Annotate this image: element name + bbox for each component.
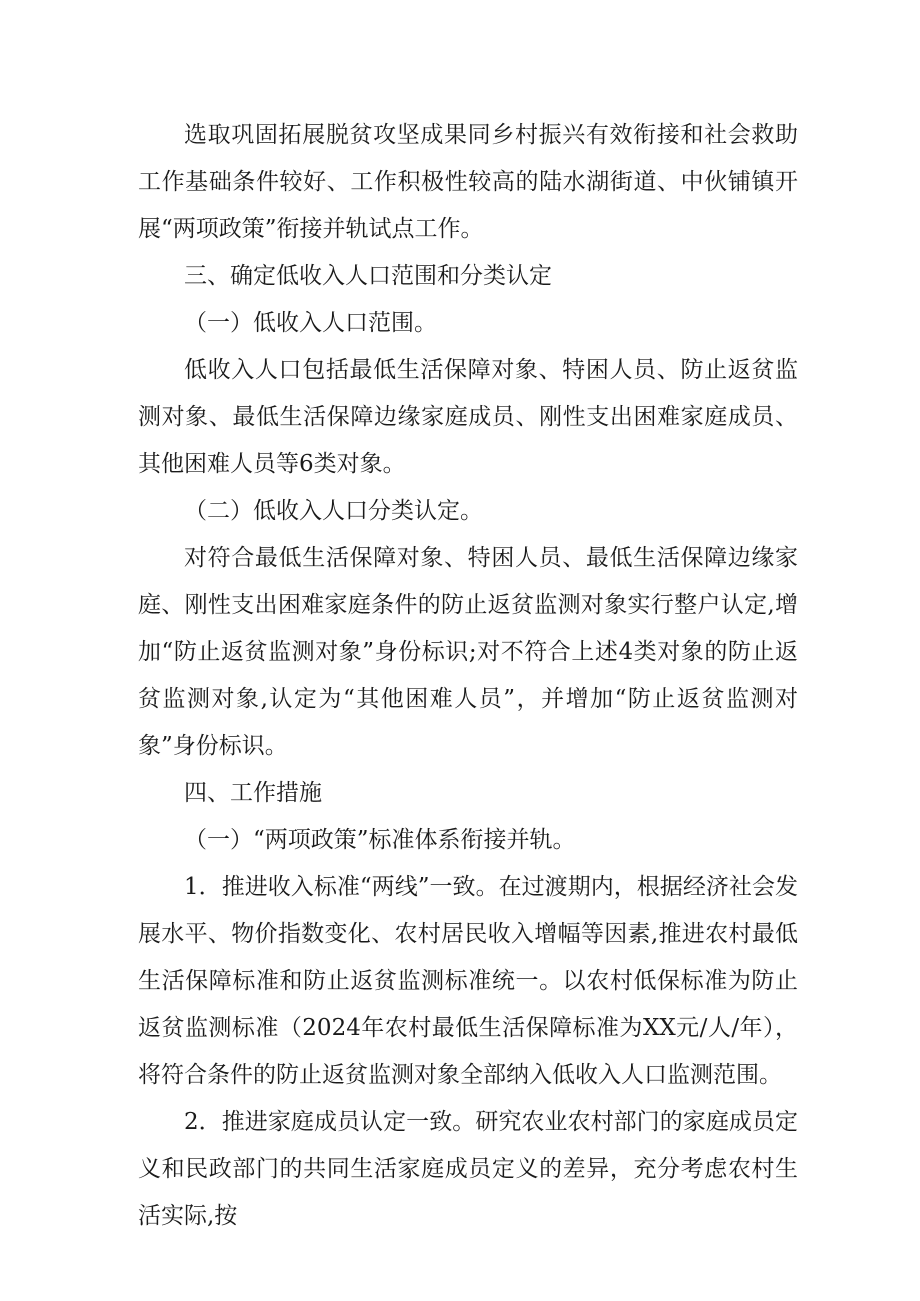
heading-section-four: 四、工作措施 <box>184 780 322 806</box>
paragraph-income-standard: 1．推进收入标准“两线”一致。在过渡期内，根据经济社会发展水平、物价指数变化、农村居民收入增幅等因素,推进农村最低生活保障标准和防止返贫监测标准统一。以农村低保标准为防止返贫监测标准（2024年农村最低生活保障标准为XX元/人/年），将符合条件的防止返贫监测对象全部纳入低收入人口监测范围。 <box>138 874 798 1088</box>
paragraph-classification: 对符合最低生活保障对象、特困人员、最低生活保障边缘家庭、刚性支出困难家庭条件的防止返贫监测对象实行整户认定,增加“防止返贫监测对象”身份标识;对不符合上述4类对象的防止返贫监测对象,认定为“其他困难人员”，并增加“防止返贫监测对象”身份标识。 <box>138 545 798 759</box>
paragraph-pilot-areas: 选取巩固拓展脱贫攻坚成果同乡村振兴有效衔接和社会救助工作基础条件较好、工作积极性较高的陆水湖街道、中伙铺镇开展“两项政策”衔接并轨试点工作。 <box>138 122 798 242</box>
subheading-income-scope: （一）低收入人口范围。 <box>184 310 437 336</box>
subheading-classification: （二）低收入人口分类认定。 <box>184 498 483 524</box>
paragraph-income-scope: 低收入人口包括最低生活保障对象、特困人员、防止返贫监测对象、最低生活保障边缘家庭成员、刚性支出困难家庭成员、其他困难人员等6类对象。 <box>138 357 798 477</box>
heading-section-three: 三、确定低收入人口范围和分类认定 <box>184 263 552 289</box>
document-body <box>138 112 798 1240</box>
subheading-standards: （一）“两项政策”标准体系衔接并轨。 <box>184 827 576 853</box>
paragraph-family-members: 2．推进家庭成员认定一致。研究农业农村部门的家庭成员定义和民政部门的共同生活家庭成员定义的差异，充分考虑农村生活实际,按 <box>138 1109 798 1229</box>
